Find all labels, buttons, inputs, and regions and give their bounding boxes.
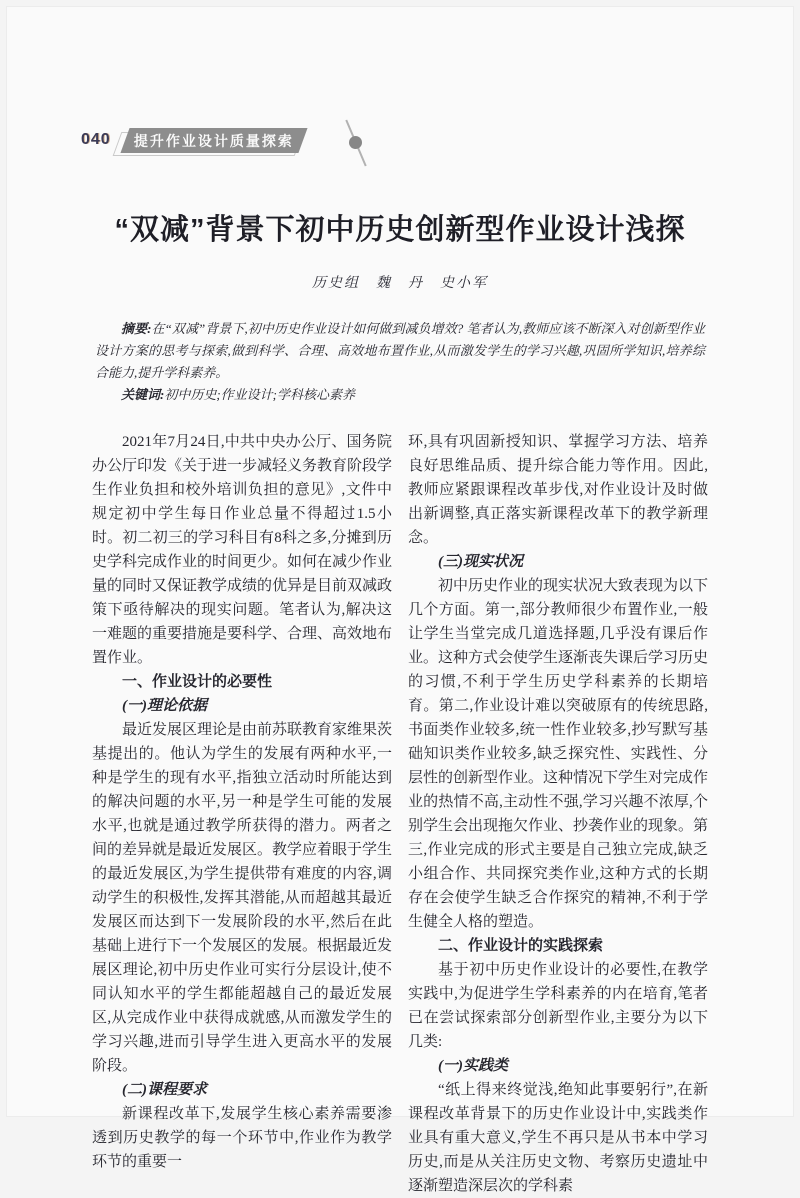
body-paragraph: 环,具有巩固新授知识、掌握学习方法、培养良好思维品质、提升综合能力等作用。因此,教师应紧跟课程改革步伐,对作业设计及时做出新调整,真正落实新课程改革下的教学新理念。	[408, 434, 708, 546]
pin-icon	[337, 118, 377, 170]
page-header	[81, 125, 303, 155]
left-column	[92, 430, 392, 1198]
keywords-label: 关键词:	[121, 387, 165, 402]
abstract-label: 摘要:	[121, 321, 152, 336]
body-paragraph: “纸上得来终觉浅,绝知此事要躬行”,在新课程改革背景下的历史作业设计中,实践类作业具有重大意义,学生不再只是从书本中学习历史,而是从关注历史文物、考察历史遗址中逐渐塑造深层次的学科素	[408, 1082, 708, 1194]
column-banner	[125, 128, 303, 153]
body-paragraph: 基于初中历史作业设计的必要性,在教学实践中,为促进学生学科素养的内在培育,笔者已在尝试探索部分创新型作业,主要分为以下几类:	[408, 962, 708, 1050]
sub-heading: (二)课程要求	[122, 1082, 207, 1098]
keywords-paragraph	[95, 384, 705, 406]
article-body	[92, 430, 708, 1198]
article-title: “双减”背景下初中历史创新型作业设计浅探	[114, 214, 686, 246]
abstract-block	[95, 318, 705, 406]
pin-head-circle	[349, 136, 362, 149]
abstract-paragraph	[95, 318, 705, 384]
body-paragraph: 初中历史作业的现实状况大致表现为以下几个方面。第一,部分教师很少布置作业,一般让学生当堂完成几道选择题,几乎没有课后作业。这种方式会使学生逐渐丧失课后学习历史的习惯,不利于学生历史学科素养的长期培育。第二,作业设计难以突破原有的传统思路,书面类作业较多,统一性作业较多,抄写默写基础知识类作业较多,缺乏探究性、实践性、分层性的创新型作业。这种情况下学生对完成作业的热情不高,主动性不强,学习兴趣不浓厚,个别学生会出现拖欠作业、抄袭作业的现象。第三,作业完成的形式主要是自己独立完成,缺乏小组合作、共同探究类作业,这种方式的长期存在会使学生缺乏合作探究的精神,不利于学生健全人格的塑造。	[408, 578, 709, 930]
banner-background	[120, 128, 307, 153]
page-number: 040	[81, 131, 111, 148]
section-heading: 一、作业设计的必要性	[122, 673, 273, 690]
body-paragraph: 2021年7月24日,中共中央办公厅、国务院办公厅印发《关于进一步减轻义务教育阶段学生作业负担和校外培训负担的意见》,文件中规定初中学生每日作业总量不得超过1.5小时。初二初三的学习科目有8科之多,分摊到历史学科完成作业的时间更少。如何在减少作业量的同时又保证教学成绩的优异是目前双减政策下亟待解决的现实问题。笔者认为,解决这一难题的重要措施是要科学、合理、高效地布置作业。	[92, 434, 393, 666]
sub-heading: (三)现实状况	[438, 554, 523, 570]
sub-heading: (一)理论依据	[122, 698, 207, 714]
right-column	[408, 430, 708, 1198]
section-heading: 二、作业设计的实践探索	[438, 937, 604, 954]
author-line: 历史组 魏 丹 史小军	[312, 276, 488, 291]
body-paragraph: 最近发展区理论是由前苏联教育家维果茨基提出的。他认为学生的发展有两种水平,一种是学生的现有水平,指独立活动时所能达到的解决问题的水平,另一种是学生可能的发展水平,也就是通过教学所获得的潜力。两者之间的差异就是最近发展区。教学应着眼于学生的最近发展区,为学生提供带有难度的内容,调动学生的积极性,发挥其潜能,从而超越其最近发展区而达到下一发展阶段的水平,然后在此基础上进行下一个发展区的发展。根据最近发展区理论,初中历史作业可实行分层设计,使不同认知水平的学生都能超越自己的最近发展区,从完成作业中获得成就感,从而激发学生的学习兴趣,进而引导学生进入更高水平的发展阶段。	[92, 722, 393, 1074]
banner-title: 提升作业设计质量探索	[133, 132, 294, 148]
body-paragraph: 新课程改革下,发展学生核心素养需要渗透到历史教学的每一个环节中,作业作为教学环节的重要一	[92, 1106, 392, 1170]
abstract-text: 在“双减”背景下,初中历史作业设计如何做到减负增效? 笔者认为,教师应该不断深入对创新型作业设计方案的思考与探索,做到科学、合理、高效地布置作业,从而激发学生的学习兴趣,巩固所学知识,培养综合能力,提升学科素养。	[95, 321, 705, 380]
sub-heading: (一)实践类	[438, 1058, 508, 1074]
keywords-text: 初中历史;作业设计;学科核心素养	[164, 387, 356, 402]
scanned-journal-page	[6, 6, 794, 1194]
